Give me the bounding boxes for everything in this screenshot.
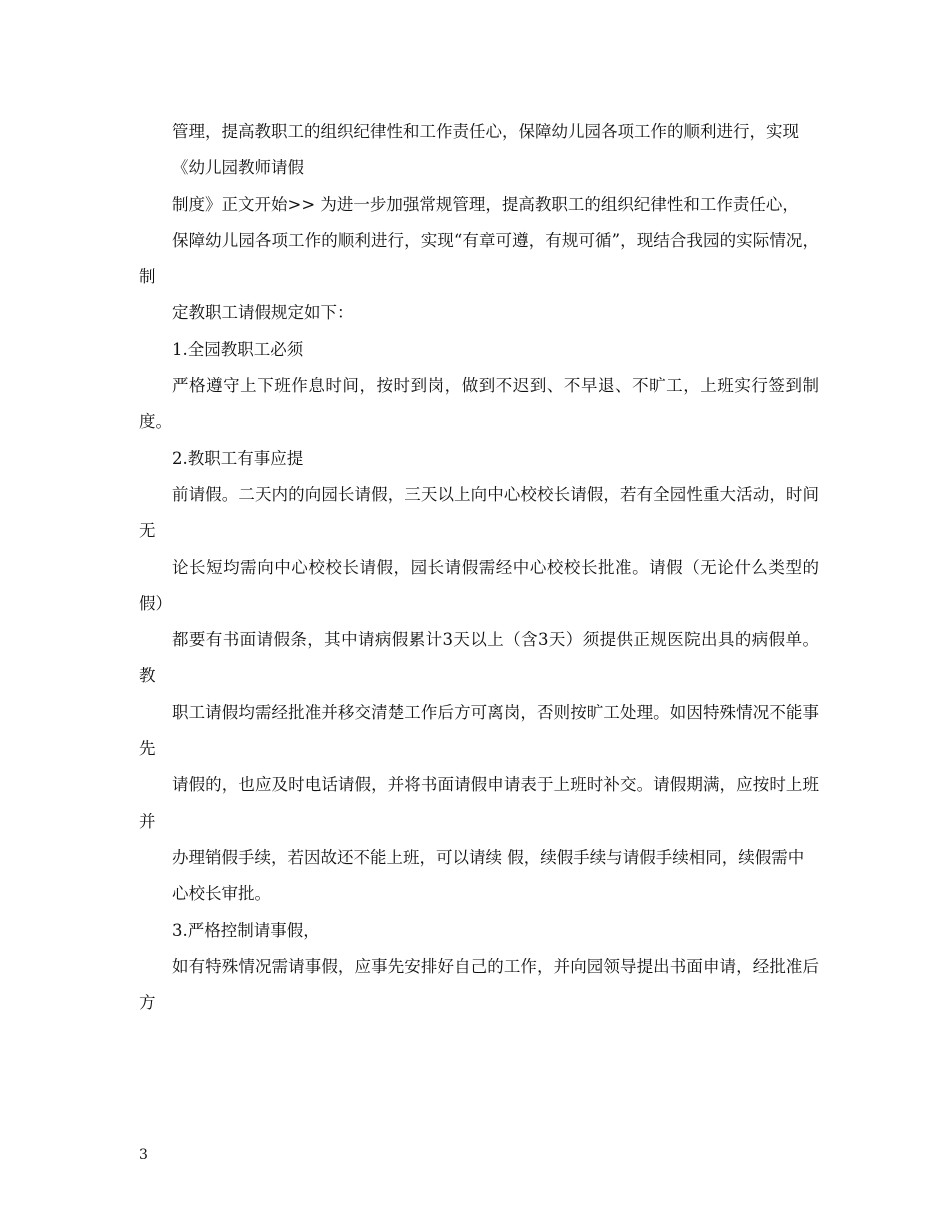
paragraph-12: 职工请假均需经批准并移交清楚工作后方可离岗，否则按旷工处理。如因特殊情况不能事先 xyxy=(139,702,819,759)
paragraph-14: 办理销假手续，若因故还不能上班，可以请续 假，续假手续与请假手续相同，续假需中 xyxy=(172,847,805,867)
paragraph-4: 保障幼儿园各项工作的顺利进行，实现“有章可遵，有规可循”，现结合我园的实际情况，制 xyxy=(139,230,819,287)
paragraph-1: 管理，提高教职工的组织纪律性和工作责任心，保障幼儿园各项工作的顺利进行，实现 xyxy=(172,122,799,141)
paragraph-10: 论长短均需向中心校校长请假，园长请假需经中心校校长批准。请假（无论什么类型的假） xyxy=(139,557,819,613)
paragraph-5: 定教职工请假规定如下： xyxy=(172,303,354,323)
paragraph-15: 心校长审批。 xyxy=(172,884,271,904)
paragraph-7: 严格遵守上下班作息时间，按时到岗，做到不迟到、不早退、不旷工，上班实行签到制度。 xyxy=(139,376,819,432)
paragraph-16: 3.严格控制请事假， xyxy=(172,920,320,940)
paragraph-17: 如有特殊情况需请事假，应事先安排好自己的工作，并向园领导提出书面申请，经批准后方 xyxy=(139,956,819,1013)
paragraph-6: 1.全园教职工必须 xyxy=(172,339,304,359)
paragraph-9: 前请假。二天内的向园长请假，三天以上向中心校校长请假，若有全园性重大活动，时间无 xyxy=(139,484,819,541)
paragraph-8: 2.教职工有事应提 xyxy=(172,448,304,468)
paragraph-13: 请假的，也应及时电话请假，并将书面请假申请表于上班时补交。请假期满，应按时上班并 xyxy=(139,775,819,831)
document-body xyxy=(139,114,819,1021)
paragraph-11: 都要有书面请假条，其中请病假累计3天以上（含3天）须提供正规医院出具的病假单。教 xyxy=(139,630,819,686)
paragraph-2: 《幼儿园教师请假 xyxy=(172,158,304,178)
paragraph-3: 制度》正文开始>> 为进一步加强常规管理，提高教职工的组织纪律性和工作责任心， xyxy=(172,194,799,214)
page-number: 3 xyxy=(139,1147,148,1163)
